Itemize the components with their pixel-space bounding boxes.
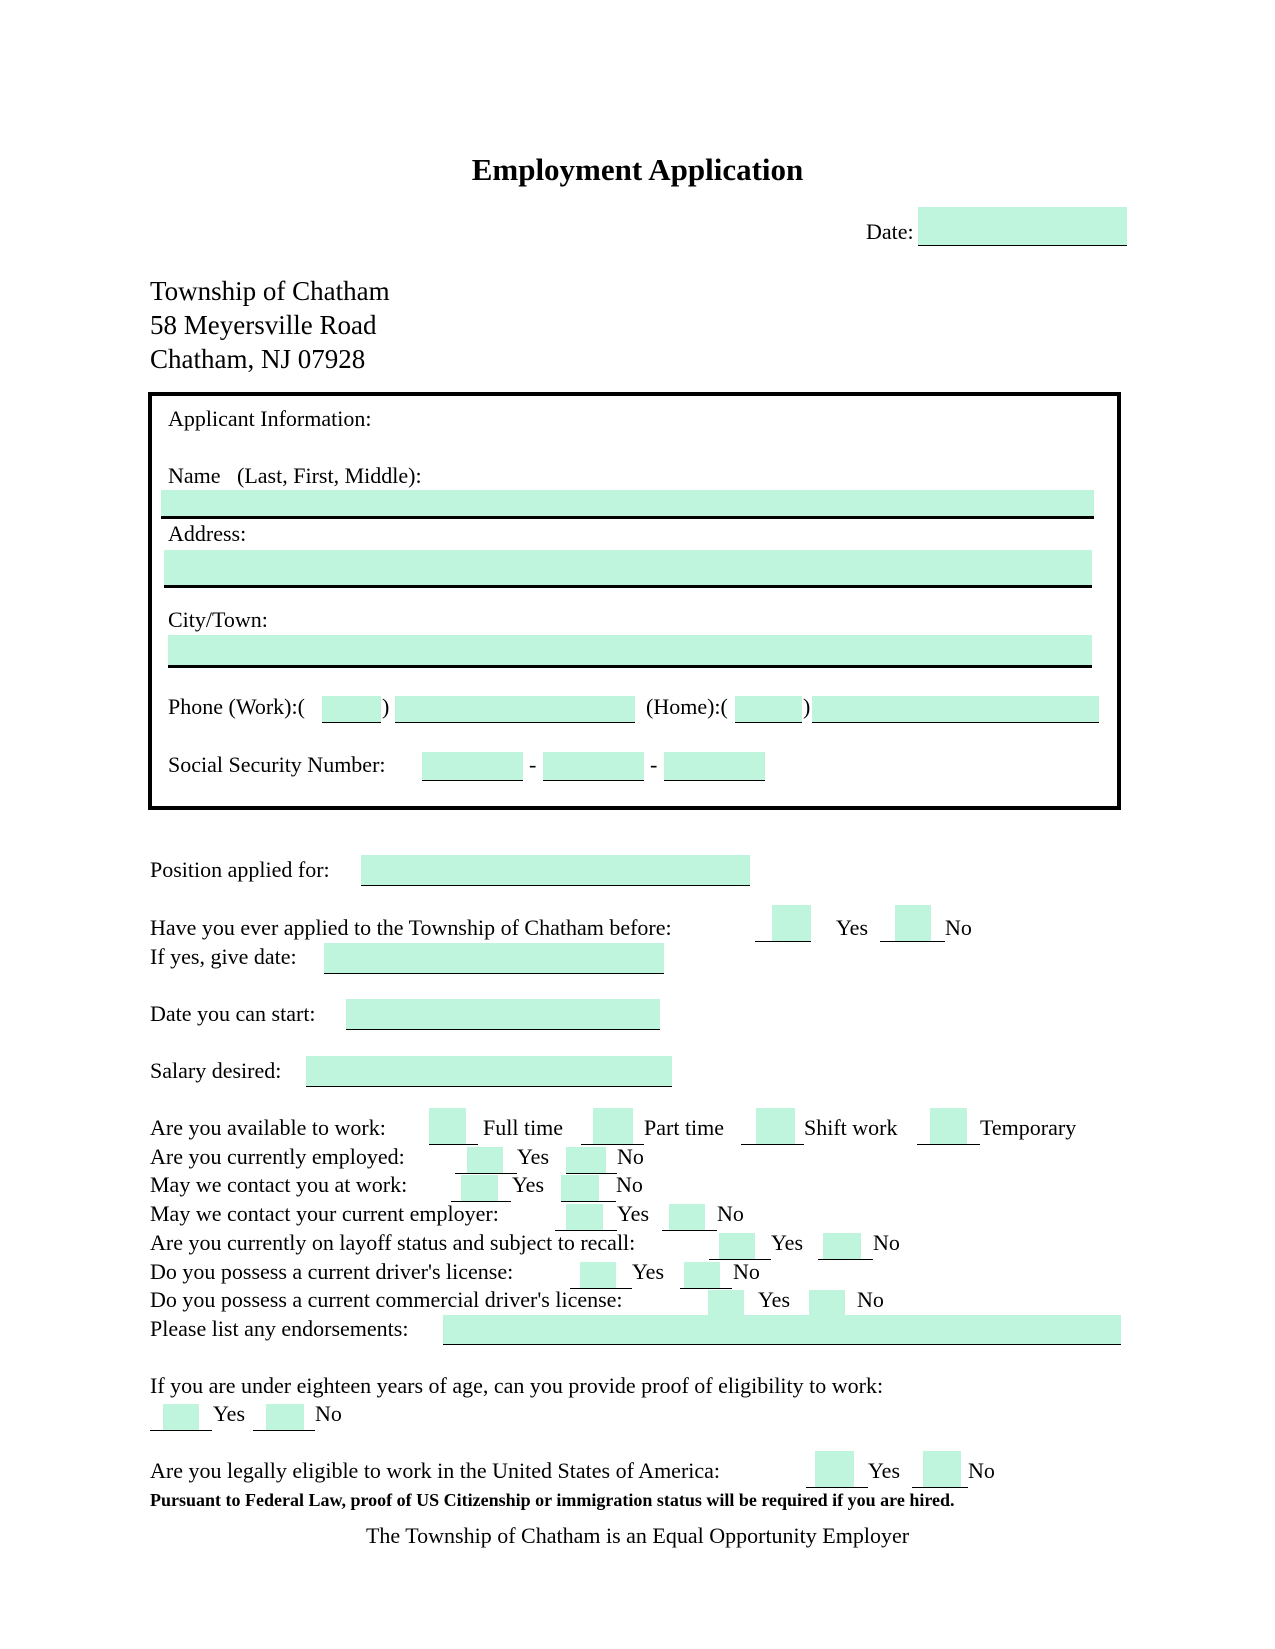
eligible-us-yes-underline xyxy=(806,1487,868,1488)
ssn-part1-field[interactable] xyxy=(422,752,523,780)
layoff-yes-label: Yes xyxy=(771,1230,804,1255)
start-date-label: Date you can start: xyxy=(150,1001,316,1026)
address-field[interactable] xyxy=(164,550,1092,586)
full-time-underline xyxy=(429,1144,478,1145)
contact-work-no-field[interactable] xyxy=(561,1175,599,1201)
temporary-label: Temporary xyxy=(980,1115,1077,1140)
commercial-license-no-label: No xyxy=(857,1287,884,1312)
name-label: Name (Last, First, Middle): xyxy=(168,463,422,488)
if-yes-date-label: If yes, give date: xyxy=(150,944,297,969)
if-yes-date-field[interactable] xyxy=(324,943,664,973)
city-underline xyxy=(168,665,1092,668)
salary-label: Salary desired: xyxy=(150,1058,282,1083)
org-name: Township of Chatham xyxy=(150,276,390,306)
endorsements-label: Please list any endorsements: xyxy=(150,1316,409,1341)
employed-yes-label: Yes xyxy=(517,1144,550,1169)
contact-employer-label: May we contact your current employer: xyxy=(150,1201,499,1226)
layoff-label: Are you currently on layoff status and subject to recall: xyxy=(150,1230,636,1255)
shift-work-field[interactable] xyxy=(756,1108,795,1144)
commercial-license-no-field[interactable] xyxy=(809,1290,845,1316)
date-field[interactable] xyxy=(918,207,1127,245)
commercial-license-yes-field[interactable] xyxy=(708,1290,744,1316)
available-label: Are you available to work: xyxy=(150,1115,386,1140)
position-underline xyxy=(361,885,750,886)
layoff-no-label: No xyxy=(873,1230,900,1255)
drivers-license-no-field[interactable] xyxy=(684,1262,720,1288)
salary-field[interactable] xyxy=(306,1056,672,1086)
phone-home-area-field[interactable] xyxy=(735,696,802,722)
position-field[interactable] xyxy=(361,855,750,885)
phone-home-number-underline xyxy=(812,722,1099,723)
layoff-no-underline xyxy=(818,1259,873,1260)
commercial-license-yes-label: Yes xyxy=(758,1287,791,1312)
applied-before-no-underline xyxy=(880,941,945,942)
employed-yes-underline xyxy=(455,1173,517,1174)
phone-work-number-underline xyxy=(395,722,635,723)
applied-before-no-label: No xyxy=(945,915,972,940)
address-underline xyxy=(164,585,1092,588)
ssn-part3-field[interactable] xyxy=(664,752,765,780)
applicant-info-box xyxy=(148,392,1121,810)
org-city: Chatham, NJ 07928 xyxy=(150,344,366,374)
eligible-us-label: Are you legally eligible to work in the United States of America: xyxy=(150,1458,721,1483)
endorsements-field[interactable] xyxy=(443,1315,1121,1344)
city-field[interactable] xyxy=(168,635,1092,665)
employed-label: Are you currently employed: xyxy=(150,1144,405,1169)
contact-employer-no-field[interactable] xyxy=(669,1204,705,1230)
city-label: City/Town: xyxy=(168,607,268,632)
contact-employer-yes-field[interactable] xyxy=(566,1204,603,1230)
part-time-label: Part time xyxy=(644,1115,725,1140)
layoff-yes-field[interactable] xyxy=(719,1233,755,1259)
under-eighteen-no-underline xyxy=(253,1430,315,1431)
contact-employer-yes-label: Yes xyxy=(617,1201,650,1226)
contact-work-yes-label: Yes xyxy=(512,1172,545,1197)
applied-before-yes-underline xyxy=(755,941,811,942)
part-time-field[interactable] xyxy=(593,1108,633,1144)
drivers-license-no-underline xyxy=(680,1288,732,1289)
eligible-us-no-underline xyxy=(912,1487,968,1488)
applied-before-no-field[interactable] xyxy=(895,905,931,941)
date-underline xyxy=(918,245,1127,246)
employed-no-label: No xyxy=(617,1144,644,1169)
eligible-us-no-field[interactable] xyxy=(923,1451,961,1487)
start-date-field[interactable] xyxy=(346,999,660,1029)
drivers-license-yes-label: Yes xyxy=(632,1259,665,1284)
eoe-footer: The Township of Chatham is an Equal Opportunity Employer xyxy=(365,1523,910,1548)
under-eighteen-yes-label: Yes xyxy=(213,1401,246,1426)
contact-work-yes-field[interactable] xyxy=(461,1175,498,1201)
phone-work-area-underline xyxy=(322,722,381,723)
ssn-dash-2: - xyxy=(650,752,658,777)
ssn-part2-field[interactable] xyxy=(543,752,644,780)
eligible-us-yes-field[interactable] xyxy=(815,1451,854,1487)
shift-work-underline xyxy=(741,1144,804,1145)
contact-employer-no-label: No xyxy=(717,1201,744,1226)
drivers-license-label: Do you possess a current driver's license: xyxy=(150,1259,514,1284)
phone-work-area-field[interactable] xyxy=(322,696,381,722)
ssn-part2-underline xyxy=(543,780,644,781)
start-date-underline xyxy=(346,1029,660,1030)
ssn-part3-underline xyxy=(664,780,765,781)
commercial-license-label: Do you possess a current commercial driver's license: xyxy=(150,1287,623,1312)
employed-no-underline xyxy=(566,1173,617,1174)
full-time-label: Full time xyxy=(483,1115,564,1140)
full-time-field[interactable] xyxy=(429,1108,466,1144)
phone-work-number-field[interactable] xyxy=(395,696,635,722)
phone-home-label: (Home):( xyxy=(646,694,728,719)
applied-before-label: Have you ever applied to the Township of Chatham before: xyxy=(150,915,672,940)
if-yes-date-underline xyxy=(324,973,664,974)
under-eighteen-yes-underline xyxy=(150,1430,212,1431)
layoff-no-field[interactable] xyxy=(823,1233,861,1259)
date-label: Date: xyxy=(866,219,914,244)
drivers-license-no-label: No xyxy=(733,1259,760,1284)
phone-work-label: Phone (Work):( xyxy=(168,694,305,719)
under-eighteen-no-field[interactable] xyxy=(266,1404,304,1430)
page-title: Employment Application xyxy=(471,152,804,187)
eligible-us-no-label: No xyxy=(968,1458,995,1483)
applied-before-yes-label: Yes xyxy=(836,915,869,940)
eligible-us-yes-label: Yes xyxy=(868,1458,901,1483)
name-field[interactable] xyxy=(161,490,1094,516)
under-eighteen-label: If you are under eighteen years of age, can you provide proof of eligibility to work: xyxy=(150,1373,884,1398)
ssn-dash-1: - xyxy=(529,752,537,777)
salary-underline xyxy=(306,1086,672,1087)
phone-home-close: ) xyxy=(803,694,811,719)
endorsements-underline xyxy=(443,1344,1121,1345)
address-label: Address: xyxy=(168,521,247,546)
ssn-label: Social Security Number: xyxy=(168,752,386,777)
phone-home-number-field[interactable] xyxy=(812,696,1099,722)
applied-before-yes-field[interactable] xyxy=(772,905,811,941)
under-eighteen-yes-field[interactable] xyxy=(163,1404,199,1430)
phone-home-area-underline xyxy=(735,722,802,723)
employed-no-field[interactable] xyxy=(566,1147,606,1173)
contact-employer-no-underline xyxy=(662,1230,717,1231)
shift-work-label: Shift work xyxy=(804,1115,898,1140)
drivers-license-yes-field[interactable] xyxy=(580,1262,616,1288)
phone-work-close: ) xyxy=(382,694,390,719)
position-label: Position applied for: xyxy=(150,857,330,882)
name-underline xyxy=(161,516,1094,519)
employed-yes-field[interactable] xyxy=(467,1147,503,1173)
temporary-underline xyxy=(917,1144,980,1145)
contact-work-no-underline xyxy=(561,1201,616,1202)
temporary-field[interactable] xyxy=(930,1108,967,1144)
ssn-part1-underline xyxy=(422,780,523,781)
citizenship-notice: Pursuant to Federal Law, proof of US Citizenship or immigration status will be required if you are hired. xyxy=(150,1490,955,1510)
contact-work-label: May we contact you at work: xyxy=(150,1172,408,1197)
applicant-heading: Applicant Information: xyxy=(168,406,372,431)
under-eighteen-no-label: No xyxy=(315,1401,342,1426)
org-street: 58 Meyersville Road xyxy=(150,310,377,340)
contact-work-no-label: No xyxy=(616,1172,643,1197)
